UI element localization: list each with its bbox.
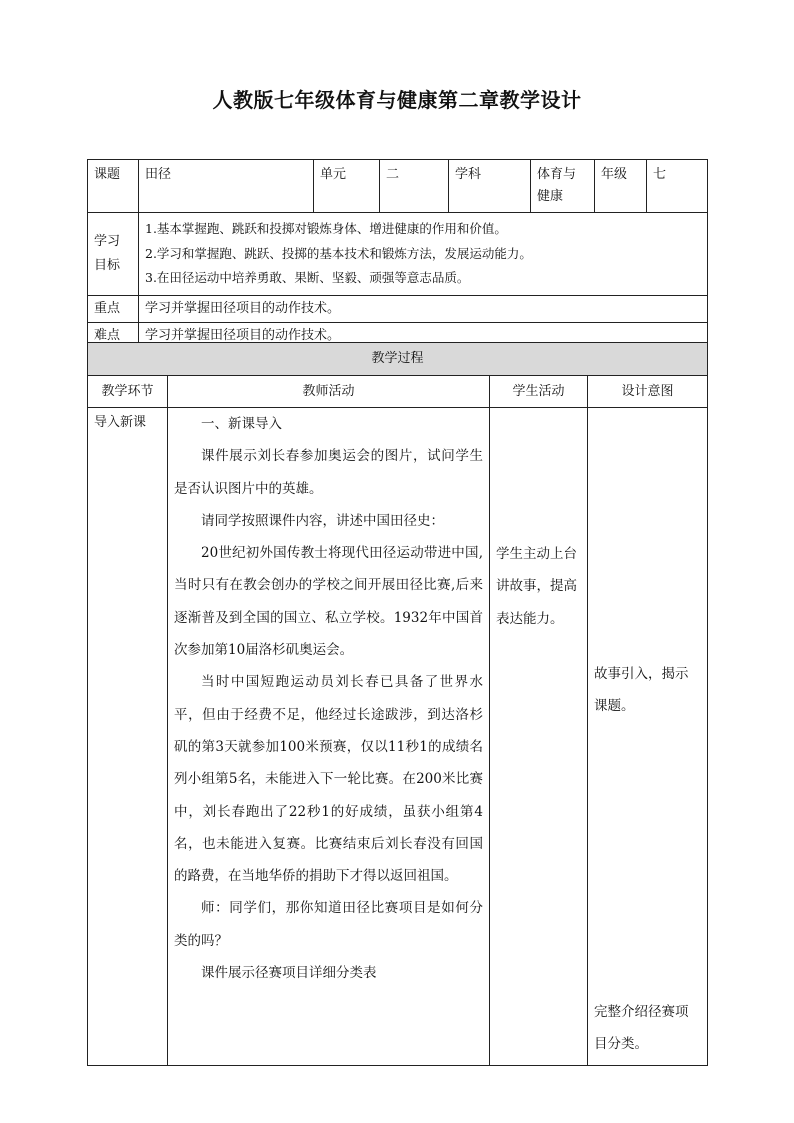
intent-text-1: 故事引入，揭示课题。 xyxy=(594,666,689,715)
teacher-activity xyxy=(168,408,490,1066)
subject-value: 体育与健康 xyxy=(531,160,595,213)
col-intent-header: 设计意图 xyxy=(588,376,708,408)
grade-value: 七 xyxy=(647,160,708,213)
difficult-label: 难点 xyxy=(88,322,139,349)
stage-cell: 导入新课 xyxy=(88,408,168,1066)
topic-value: 田径 xyxy=(139,160,314,213)
student-activity-text: 学生主动上台讲故事，提高表达能力。 xyxy=(496,546,577,627)
col-teacher-header: 教师活动 xyxy=(168,376,490,408)
intent-text-2: 完整介绍径赛项目分类。 xyxy=(594,1003,689,1052)
teaching-process-table xyxy=(87,342,708,1066)
difficult-value: 学习并掌握田径项目的动作技术。 xyxy=(139,322,708,349)
goal-item: 3.在田径运动中培养勇敢、果断、坚毅、顽强等意志品质。 xyxy=(145,270,470,285)
goal-item: 1.基本掌握跑、跳跃和投掷对锻炼身体、增进健康的作用和价值。 xyxy=(145,221,507,236)
teacher-paragraph: 当时中国短跑运动员刘长春已具备了世界水平，但由于经费不足，他经过长途跋涉，到达洛杉矶的第3天就参加100米预赛，仅以11秒1的成绩名列小组第5名，未能进入下一轮比赛。在200米比赛中，刘长春跑出了22秒1的好成绩，虽获小组第4名，也未能进入复赛。比赛结束后刘长春没有回国的路费，在当地华侨的捐助下才得以返回祖国。 xyxy=(174,674,483,885)
teacher-paragraph: 课件展示径赛项目详细分类表 xyxy=(201,965,377,982)
unit-value: 二 xyxy=(380,160,449,213)
key-value: 学习并掌握田径项目的动作技术。 xyxy=(139,295,708,322)
goals-label: 学习目标 xyxy=(88,213,139,296)
grade-label: 年级 xyxy=(595,160,647,213)
teacher-paragraph: 师：同学们，那你知道田径比赛项目是如何分类的吗？ xyxy=(174,900,483,949)
goal-item: 2.学习和掌握跑、跳跃、投掷的基本技术和锻炼方法，发展运动能力。 xyxy=(145,245,532,261)
subject-label: 学科 xyxy=(449,160,531,213)
unit-label: 单元 xyxy=(314,160,380,213)
teacher-paragraph: 课件展示刘长春参加奥运会的图片，试问学生是否认识图片中的英雄。 xyxy=(174,448,483,497)
goals-list xyxy=(139,213,708,296)
teacher-paragraph: 请同学按照课件内容，讲述中国田径史： xyxy=(201,512,444,529)
col-stage-header: 教学环节 xyxy=(88,376,168,408)
process-header: 教学过程 xyxy=(88,343,708,376)
key-label: 重点 xyxy=(88,295,139,322)
student-activity xyxy=(490,408,588,1066)
topic-label: 课题 xyxy=(88,160,139,213)
teacher-paragraph: 20世纪初外国传教士将现代田径运动带进中国,当时只有在教会创办的学校之间开展田径比赛,后来逐渐普及到全国的国立、私立学校。1932年中国首次参加第10届洛杉矶奥运会。 xyxy=(174,545,483,659)
teacher-paragraph: 一、新课导入 xyxy=(201,416,282,432)
document-title: 人教版七年级体育与健康第二章教学设计 xyxy=(212,88,582,112)
lesson-info-table xyxy=(87,159,708,350)
col-student-header: 学生活动 xyxy=(490,376,588,408)
design-intent xyxy=(588,408,708,1066)
